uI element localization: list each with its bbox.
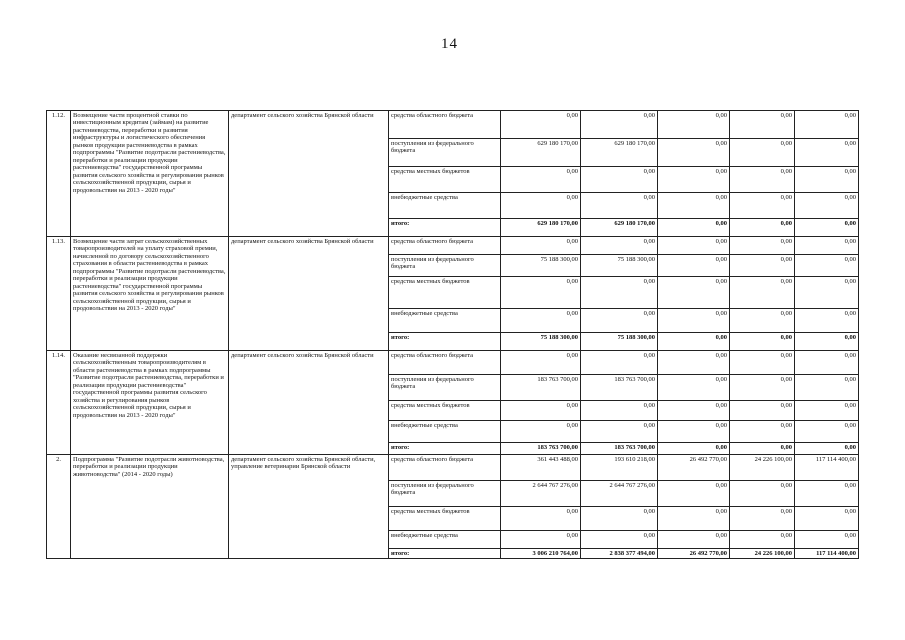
page-number: 14	[441, 36, 458, 52]
amount-cell: 0,00	[730, 237, 795, 255]
funding-source: средства областного бюджета	[389, 351, 501, 375]
amount-cell: 0,00	[795, 277, 859, 309]
amount-cell: 0,00	[658, 421, 730, 443]
amount-cell: 0,00	[581, 277, 658, 309]
amount-cell: 0,00	[730, 255, 795, 277]
amount-cell: 183 763 700,00	[501, 375, 581, 401]
funding-source: средства областного бюджета	[389, 455, 501, 481]
measure-description: Возмещение части затрат сельскохозяйственных товаропроизводителей на уплату страховой премии, начисленной по договору сельскохозяйственного страхования в области растениеводства в рамках подпрограммы "Развитие подотрасли растениеводства, переработки и реализации продукции растениеводства" государственной программы развития сельского хозяйства и регулирования рынков сельскохозяйственной продукции, сырья и продовольствия на 2013 - 2020 годы"	[71, 237, 229, 351]
amount-cell: 0,00	[795, 401, 859, 421]
funding-source: поступления из федерального бюджета	[389, 139, 501, 167]
amount-cell: 0,00	[501, 421, 581, 443]
amount-cell: 0,00	[795, 219, 859, 237]
amount-cell: 183 763 700,00	[501, 443, 581, 455]
amount-cell: 0,00	[658, 401, 730, 421]
funding-source: средства областного бюджета	[389, 237, 501, 255]
amount-cell: 183 763 700,00	[581, 443, 658, 455]
amount-cell: 0,00	[730, 111, 795, 139]
amount-cell: 0,00	[658, 167, 730, 193]
funding-source: средства местных бюджетов	[389, 401, 501, 421]
row-number: 1.12.	[47, 111, 71, 237]
row-number: 1.13.	[47, 237, 71, 351]
amount-cell: 0,00	[658, 507, 730, 531]
amount-cell: 75 188 300,00	[501, 333, 581, 351]
amount-cell: 0,00	[795, 193, 859, 219]
amount-cell: 0,00	[730, 421, 795, 443]
executor: департамент сельского хозяйства Брянской области	[229, 351, 389, 455]
amount-cell: 0,00	[581, 507, 658, 531]
funding-source: внебюджетные средства	[389, 309, 501, 333]
amount-cell: 0,00	[730, 333, 795, 351]
amount-cell: 0,00	[581, 309, 658, 333]
amount-cell: 0,00	[730, 507, 795, 531]
amount-cell: 0,00	[730, 351, 795, 375]
amount-cell: 0,00	[658, 351, 730, 375]
amount-cell: 0,00	[730, 401, 795, 421]
amount-cell: 0,00	[501, 111, 581, 139]
amount-cell: 0,00	[501, 309, 581, 333]
amount-cell: 0,00	[795, 421, 859, 443]
amount-cell: 0,00	[658, 193, 730, 219]
funding-source: средства областного бюджета	[389, 111, 501, 139]
amount-cell: 0,00	[501, 507, 581, 531]
amount-cell: 0,00	[795, 481, 859, 507]
amount-cell: 0,00	[658, 531, 730, 549]
budget-table	[46, 110, 859, 559]
funding-source: внебюджетные средства	[389, 531, 501, 549]
amount-cell: 0,00	[658, 111, 730, 139]
table-row	[47, 455, 859, 481]
funding-source: итого:	[389, 549, 501, 559]
amount-cell: 0,00	[795, 333, 859, 351]
amount-cell: 0,00	[795, 167, 859, 193]
amount-cell: 629 180 170,00	[501, 139, 581, 167]
table-row	[47, 351, 859, 375]
amount-cell: 0,00	[658, 277, 730, 309]
funding-source: поступления из федерального бюджета	[389, 375, 501, 401]
amount-cell: 117 114 400,00	[795, 549, 859, 559]
amount-cell: 24 226 100,00	[730, 549, 795, 559]
funding-source: итого:	[389, 333, 501, 351]
amount-cell: 75 188 300,00	[581, 333, 658, 351]
amount-cell: 0,00	[730, 277, 795, 309]
row-number: 2.	[47, 455, 71, 559]
amount-cell: 0,00	[795, 237, 859, 255]
amount-cell: 0,00	[795, 255, 859, 277]
amount-cell: 193 610 218,00	[581, 455, 658, 481]
amount-cell: 0,00	[658, 443, 730, 455]
amount-cell: 629 180 170,00	[501, 219, 581, 237]
amount-cell: 0,00	[795, 375, 859, 401]
amount-cell: 0,00	[501, 277, 581, 309]
amount-cell: 0,00	[658, 139, 730, 167]
funding-source: поступления из федерального бюджета	[389, 481, 501, 507]
amount-cell: 0,00	[581, 237, 658, 255]
table-row	[47, 111, 859, 139]
funding-source: средства местных бюджетов	[389, 507, 501, 531]
amount-cell: 0,00	[730, 167, 795, 193]
amount-cell: 26 492 770,00	[658, 549, 730, 559]
amount-cell: 0,00	[501, 401, 581, 421]
amount-cell: 0,00	[581, 401, 658, 421]
measure-description: Подпрограмма "Развитие подотрасли животноводства, переработки и реализации продукции животноводства" (2014 - 2020 годы)	[71, 455, 229, 559]
funding-source: средства местных бюджетов	[389, 277, 501, 309]
executor: департамент сельского хозяйства Брянской области	[229, 237, 389, 351]
amount-cell: 0,00	[730, 481, 795, 507]
amount-cell: 0,00	[658, 237, 730, 255]
amount-cell: 0,00	[730, 443, 795, 455]
amount-cell: 0,00	[658, 219, 730, 237]
row-number: 1.14.	[47, 351, 71, 455]
funding-source: средства местных бюджетов	[389, 167, 501, 193]
amount-cell: 0,00	[501, 193, 581, 219]
amount-cell: 629 180 170,00	[581, 219, 658, 237]
amount-cell: 0,00	[581, 351, 658, 375]
amount-cell: 0,00	[658, 481, 730, 507]
amount-cell: 2 644 767 276,00	[501, 481, 581, 507]
amount-cell: 117 114 400,00	[795, 455, 859, 481]
amount-cell: 0,00	[795, 507, 859, 531]
amount-cell: 0,00	[795, 351, 859, 375]
amount-cell: 0,00	[730, 219, 795, 237]
amount-cell: 0,00	[795, 309, 859, 333]
amount-cell: 26 492 770,00	[658, 455, 730, 481]
amount-cell: 0,00	[795, 139, 859, 167]
funding-source: поступления из федерального бюджета	[389, 255, 501, 277]
amount-cell: 0,00	[581, 111, 658, 139]
amount-cell: 75 188 300,00	[581, 255, 658, 277]
amount-cell: 0,00	[730, 375, 795, 401]
amount-cell: 629 180 170,00	[581, 139, 658, 167]
amount-cell: 0,00	[658, 255, 730, 277]
executor: департамент сельского хозяйства Брянской области	[229, 111, 389, 237]
amount-cell: 75 188 300,00	[501, 255, 581, 277]
amount-cell: 361 443 488,00	[501, 455, 581, 481]
amount-cell: 0,00	[501, 351, 581, 375]
amount-cell: 0,00	[581, 193, 658, 219]
amount-cell: 0,00	[658, 309, 730, 333]
amount-cell: 0,00	[501, 531, 581, 549]
amount-cell: 0,00	[501, 237, 581, 255]
amount-cell: 0,00	[658, 333, 730, 351]
funding-source: внебюджетные средства	[389, 193, 501, 219]
amount-cell: 0,00	[730, 309, 795, 333]
amount-cell: 0,00	[795, 531, 859, 549]
table-row	[47, 237, 859, 255]
amount-cell: 3 006 210 764,00	[501, 549, 581, 559]
amount-cell: 2 838 377 494,00	[581, 549, 658, 559]
amount-cell: 0,00	[795, 443, 859, 455]
amount-cell: 0,00	[730, 193, 795, 219]
amount-cell: 0,00	[658, 375, 730, 401]
executor: департамент сельского хозяйства Брянской области, управление ветеринарии Брянской области	[229, 455, 389, 559]
funding-source: итого:	[389, 219, 501, 237]
amount-cell: 24 226 100,00	[730, 455, 795, 481]
amount-cell: 0,00	[501, 167, 581, 193]
amount-cell: 0,00	[581, 421, 658, 443]
measure-description: Возмещение части процентной ставки по инвестиционным кредитам (займам) на развитие растениеводства, переработки и развития инфраструктуры и логистического обеспечения рынков продукции растениеводства в рамках подпрограммы "Развитие подотрасли растениеводства, переработки и реализации продукции растениеводства" государственной программы развития сельского хозяйства и регулирования рынков сельскохозяйственной продукции, сырья и продовольствия на 2013 - 2020 годы"	[71, 111, 229, 237]
funding-source: итого:	[389, 443, 501, 455]
amount-cell: 0,00	[795, 111, 859, 139]
amount-cell: 0,00	[730, 139, 795, 167]
amount-cell: 0,00	[730, 531, 795, 549]
amount-cell: 183 763 700,00	[581, 375, 658, 401]
measure-description: Оказание несвязанной поддержки сельскохозяйственным товаропроизводителям в области растениеводства в рамках подпрограммы "Развитие подотрасли растениеводства, переработки и реализации продукции растениеводства" государственной программы развития сельского хозяйства и регулирования рынков сельскохозяйственной продукции, сырья и продовольствия на 2013 - 2020 годы"	[71, 351, 229, 455]
amount-cell: 2 644 767 276,00	[581, 481, 658, 507]
funding-source: внебюджетные средства	[389, 421, 501, 443]
amount-cell: 0,00	[581, 167, 658, 193]
amount-cell: 0,00	[581, 531, 658, 549]
